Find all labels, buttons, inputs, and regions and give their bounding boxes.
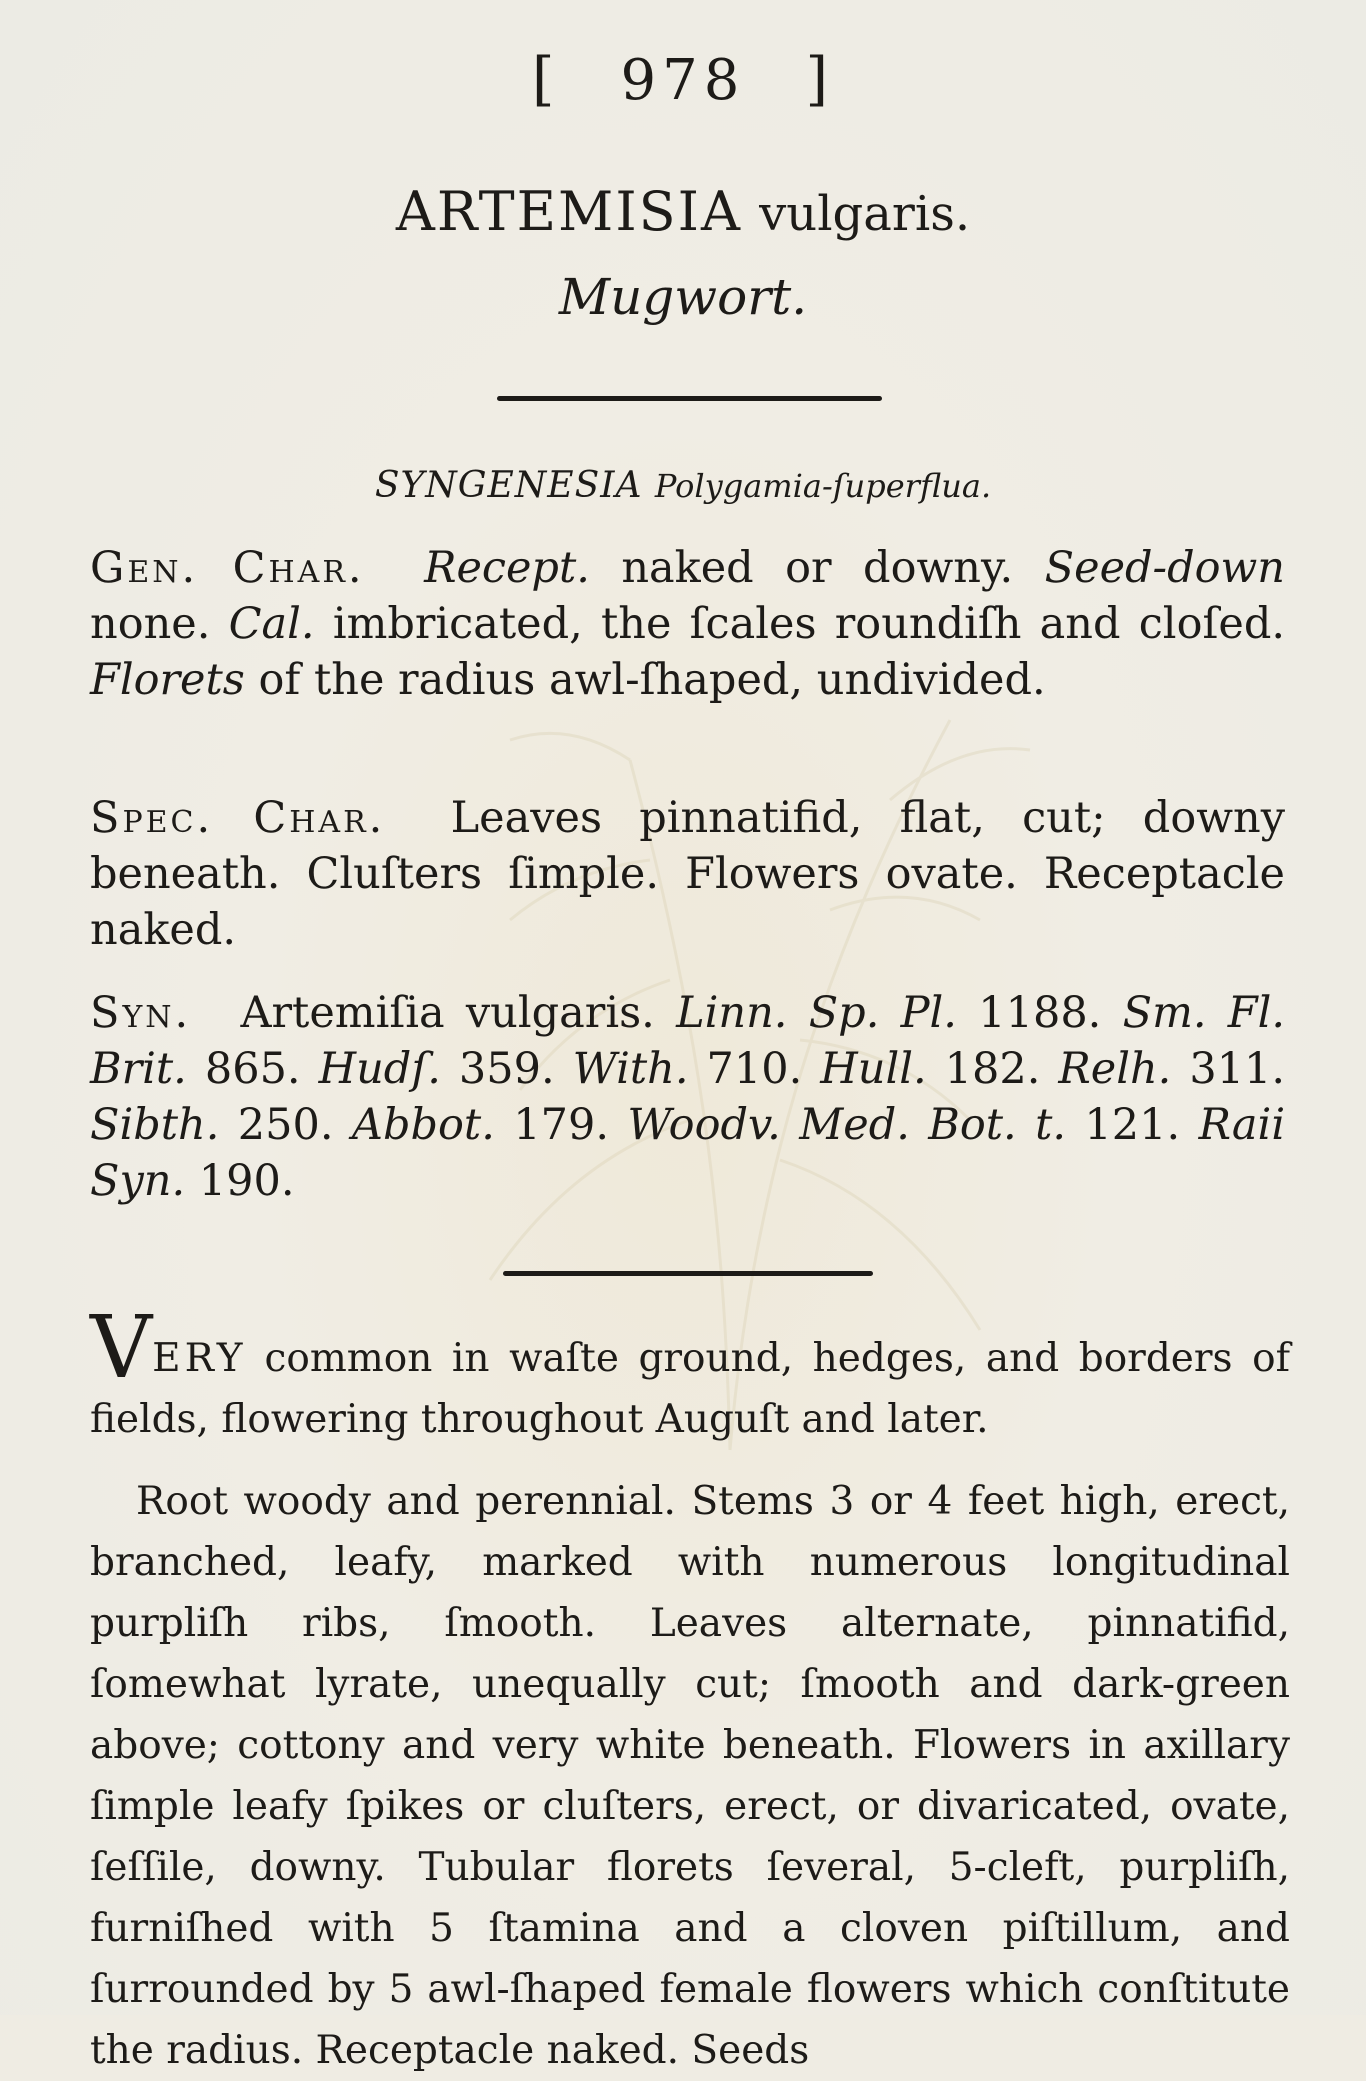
seeddown-label: Seed-down bbox=[1044, 543, 1285, 593]
syn-ref-source: Raii Syn. bbox=[90, 1100, 1286, 1206]
bracket-open: [ bbox=[531, 45, 561, 113]
syn-ref-number: 179. bbox=[513, 1100, 610, 1150]
species-epithet: vulgaris. bbox=[759, 186, 971, 242]
generic-character bbox=[90, 540, 1285, 708]
spec-char-label: Spec. Char. bbox=[90, 793, 386, 843]
syn-ref-source: Relh. bbox=[1058, 1044, 1172, 1094]
description-paragraph-1 bbox=[90, 1298, 1290, 1450]
first-word-rest: ERY bbox=[152, 1336, 247, 1381]
divider-rule-top bbox=[497, 396, 882, 401]
page-number: 978 bbox=[620, 48, 746, 113]
spec-char-text: Leaves pinnatifid, flat, cut; downy beneath. Cluſters ſimple. Flowers ovate. Receptacle naked. bbox=[90, 793, 1286, 955]
syn-ref-number: 359. bbox=[458, 1044, 555, 1094]
syn-ref-source: Sm. Fl. Brit. bbox=[90, 988, 1286, 1094]
genus-name: ARTEMISIA bbox=[395, 180, 742, 243]
syn-ref-source: Linn. Sp. Pl. bbox=[676, 988, 957, 1038]
page-number-header bbox=[0, 45, 1366, 113]
linnaean-class: SYNGENESIA bbox=[374, 465, 643, 506]
syn-name: Artemiſia vulgaris. bbox=[240, 988, 655, 1038]
syn-ref-source: Hudſ. bbox=[318, 1044, 441, 1094]
bracket-close: ] bbox=[805, 45, 835, 113]
syn-ref-number: 311. bbox=[1189, 1044, 1286, 1094]
syn-ref-number: 250. bbox=[237, 1100, 334, 1150]
common-name: Mugwort. bbox=[558, 268, 808, 326]
syn-ref-number: 710. bbox=[706, 1044, 803, 1094]
syn-ref-source: With. bbox=[572, 1044, 689, 1094]
recept-label: Recept. bbox=[424, 543, 590, 593]
syn-ref-source: Hull. bbox=[820, 1044, 927, 1094]
description-paragraph-2: Root woody and perennial. Stems 3 or 4 feet high, erect, branched, leafy, marked with numerous longitudinal purpliſh ribs, ſmooth. Leaves alternate, pinnatifid, ſomewhat lyrate, unequally cut; ſmooth and dark-green above; cottony and very white beneath. Flowers in axillary ſimple leafy ſpikes or cluſters, erect, or divaricated, ovate, ſeſſile, downy. Tubular florets ſeveral, 5-cleft, purpliſh, furniſhed with 5 ſtamina and a cloven piſtillum, and ſurrounded by 5 awl-ſhaped female flowers which conſtitute the radius. Receptacle naked. Seeds bbox=[90, 1479, 1290, 2073]
gen-char-label: Gen. Char. bbox=[90, 543, 365, 593]
classification bbox=[0, 465, 1366, 506]
florets-label: Florets bbox=[90, 655, 245, 705]
divider-rule-bottom bbox=[503, 1271, 873, 1276]
syn-ref-number: 190. bbox=[198, 1156, 295, 1206]
synonymy bbox=[90, 985, 1285, 1209]
syn-ref-source: Sibth. bbox=[90, 1100, 220, 1150]
syn-ref-source: Abbot. bbox=[351, 1100, 495, 1150]
recept-text: naked or downy. bbox=[621, 543, 1014, 593]
florets-text: of the radius awl-ſhaped, undivided. bbox=[258, 655, 1046, 705]
seeddown-text: none. bbox=[90, 599, 211, 649]
species-title bbox=[0, 180, 1366, 243]
specific-character bbox=[90, 790, 1285, 958]
paragraph-1-text: common in waſte ground, hedges, and borders of fields, flowering throughout Auguſt and later. bbox=[90, 1336, 1290, 1442]
syn-label: Syn. bbox=[90, 988, 192, 1038]
syn-ref-source: Woodv. Med. Bot. t. bbox=[627, 1100, 1067, 1150]
linnaean-order: Polygamia-ſuperflua. bbox=[654, 467, 992, 505]
drop-cap: V bbox=[90, 1298, 153, 1398]
syn-ref-number: 121. bbox=[1084, 1100, 1181, 1150]
cal-text: imbricated, the ſcales roundiſh and cloſed. bbox=[332, 599, 1286, 649]
syn-ref-number: 182. bbox=[944, 1044, 1041, 1094]
cal-label: Cal. bbox=[228, 599, 315, 649]
syn-ref-number: 865. bbox=[204, 1044, 301, 1094]
syn-ref-number: 1188. bbox=[978, 988, 1102, 1038]
